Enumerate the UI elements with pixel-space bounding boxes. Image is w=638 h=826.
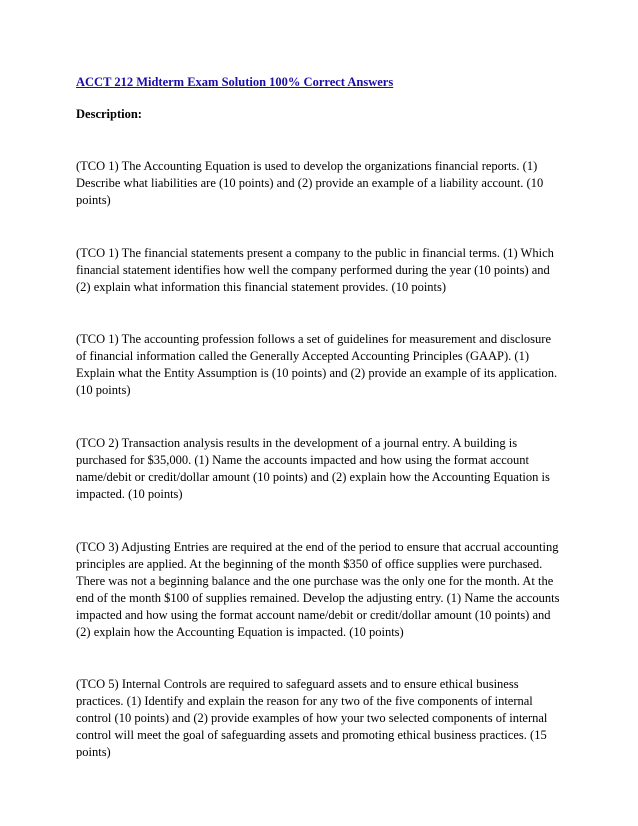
description-label: Description: — [76, 107, 142, 121]
question-line: There was not a beginning balance and the one purchase was the only one for the month. At the — [76, 574, 554, 588]
question-line: (TCO 5) Internal Controls are required to safeguard assets and to ensure ethical business — [76, 677, 519, 691]
question-6 — [76, 676, 566, 761]
question-line: of financial information called the Generally Accepted Accounting Principles (GAAP). (1) — [76, 349, 529, 363]
question-line: control (10 points) and (2) provide examples of how your two selected components of internal — [76, 711, 548, 725]
question-line: financial statement identifies how well the company performed during the year (10 points) and — [76, 263, 550, 277]
question-line: impacted and how using the format account name/debit or credit/dollar amount (10 points) and — [76, 608, 551, 622]
question-line: Explain what the Entity Assumption is (10 points) and (2) provide an example of its application. — [76, 366, 558, 380]
question-line: (TCO 2) Transaction analysis results in the development of a journal entry. A building is — [76, 436, 518, 450]
question-3 — [76, 331, 566, 399]
question-5 — [76, 539, 566, 641]
question-line: points) — [76, 745, 111, 759]
question-line: (TCO 1) The financial statements present a company to the public in financial terms. (1) Which — [76, 246, 554, 260]
question-line: (2) explain how the Accounting Equation is impacted. (10 points) — [76, 625, 404, 639]
question-line: (TCO 1) The accounting profession follows a set of guidelines for measurement and disclosure — [76, 332, 551, 346]
question-line: Describe what liabilities are (10 points) and (2) provide an example of a liability account. (10 — [76, 176, 544, 190]
question-line: (2) explain what information this financial statement provides. (10 points) — [76, 280, 447, 294]
question-line: (10 points) — [76, 383, 131, 397]
question-4 — [76, 435, 566, 503]
document-title[interactable]: ACCT 212 Midterm Exam Solution 100% Correct Answers — [76, 75, 394, 89]
question-line: name/debit or credit/dollar amount (10 points) and (2) explain how the Accounting Equation is — [76, 470, 550, 484]
question-2 — [76, 245, 566, 296]
question-line: control will meet the goal of safeguarding assets and promoting ethical business practices. (15 — [76, 728, 547, 742]
question-line: principles are applied. At the beginning of the month $350 of office supplies were purchased. — [76, 557, 543, 571]
question-line: end of the month $100 of supplies remained. Develop the adjusting entry. (1) Name the accounts — [76, 591, 560, 605]
question-line: impacted. (10 points) — [76, 487, 183, 501]
question-line: (TCO 3) Adjusting Entries are required at the end of the period to ensure that accrual accounting — [76, 540, 559, 554]
question-line: purchased for $35,000. (1) Name the accounts impacted and how using the format account — [76, 453, 529, 467]
question-line: (TCO 1) The Accounting Equation is used to develop the organizations financial reports. (1) — [76, 159, 538, 173]
question-1 — [76, 158, 566, 209]
question-line: points) — [76, 193, 111, 207]
question-line: practices. (1) Identify and explain the reason for any two of the five components of internal — [76, 694, 533, 708]
